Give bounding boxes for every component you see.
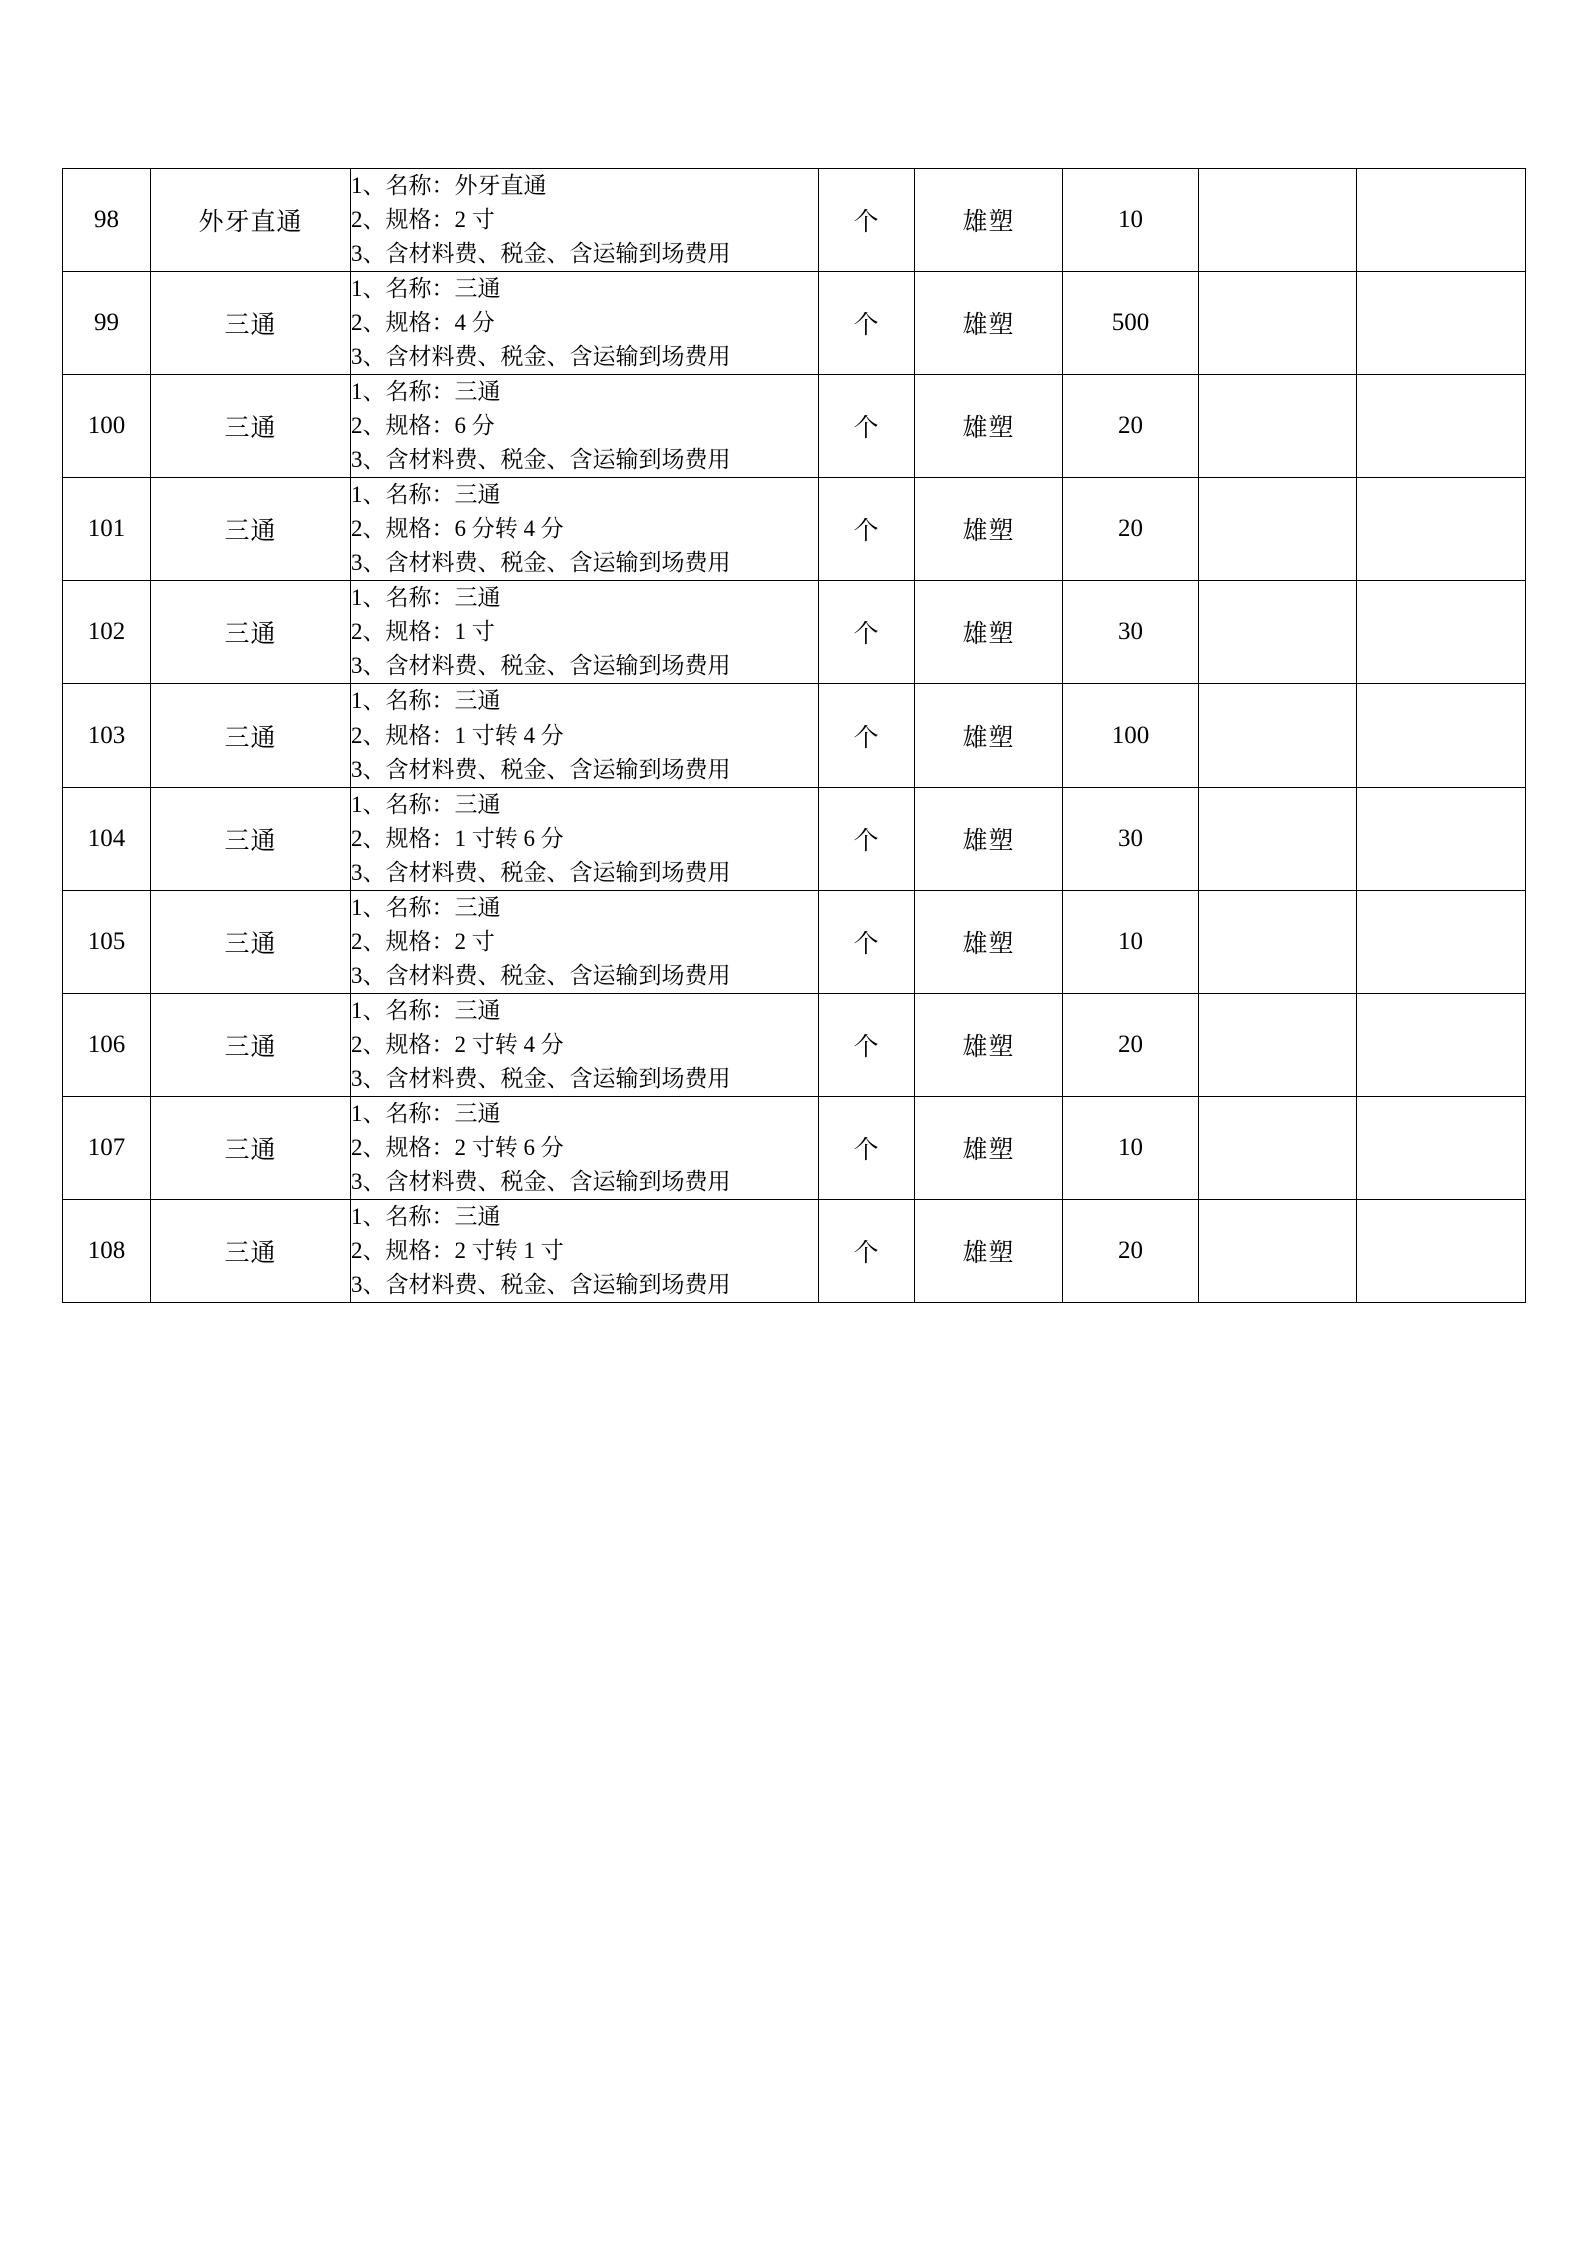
- cell-unit-price[interactable]: [1199, 787, 1357, 890]
- cell-brand: 雄塑: [915, 272, 1063, 375]
- cell-item-name: 三通: [151, 1199, 351, 1302]
- cell-unit: 个: [819, 478, 915, 581]
- cell-item-number: 102: [63, 581, 151, 684]
- description-line: 3、含材料费、税金、含运输到场费用: [351, 756, 731, 782]
- cell-item-description: [351, 1199, 819, 1302]
- description-line: 2、规格：4 分: [351, 310, 495, 336]
- cell-item-description: [351, 787, 819, 890]
- cell-unit-price[interactable]: [1199, 581, 1357, 684]
- cell-item-name: 三通: [151, 890, 351, 993]
- description-line: 3、含材料费、税金、含运输到场费用: [351, 1272, 731, 1297]
- cell-unit: 个: [819, 684, 915, 787]
- cell-item-name: 三通: [151, 375, 351, 478]
- cell-item-description: [351, 478, 819, 581]
- cell-unit-price[interactable]: [1199, 993, 1357, 1096]
- cell-item-number: 104: [63, 787, 151, 890]
- description-line: 2、规格：6 分: [351, 413, 495, 439]
- cell-brand: 雄塑: [915, 375, 1063, 478]
- cell-item-number: 100: [63, 375, 151, 478]
- cell-brand: 雄塑: [915, 169, 1063, 272]
- description-line: 2、规格：1 寸转 6 分: [351, 825, 564, 851]
- description-line: 2、规格：2 寸: [351, 928, 495, 954]
- description-line: 1、名称：三通: [351, 1100, 501, 1126]
- description-line: 1、名称：三通: [351, 791, 501, 817]
- cell-unit-price[interactable]: [1199, 169, 1357, 272]
- table-row: [63, 787, 1526, 890]
- cell-brand: 雄塑: [915, 1199, 1063, 1302]
- cell-item-name: 三通: [151, 993, 351, 1096]
- cell-unit-price[interactable]: [1199, 1096, 1357, 1199]
- cell-unit: 个: [819, 787, 915, 890]
- cell-item-name: 三通: [151, 684, 351, 787]
- cell-item-description: [351, 581, 819, 684]
- cell-unit: 个: [819, 993, 915, 1096]
- description-line: 2、规格：2 寸转 6 分: [351, 1134, 564, 1160]
- table-row: [63, 684, 1526, 787]
- cell-item-number: 105: [63, 890, 151, 993]
- cell-total-price[interactable]: [1357, 684, 1526, 787]
- description-line: 1、名称：三通: [351, 379, 501, 405]
- cell-item-number: 98: [63, 169, 151, 272]
- cell-unit-price[interactable]: [1199, 272, 1357, 375]
- description-line: 3、含材料费、税金、含运输到场费用: [351, 1168, 731, 1194]
- table-row: [63, 890, 1526, 993]
- cell-unit: 个: [819, 272, 915, 375]
- description-line: 3、含材料费、税金、含运输到场费用: [351, 859, 731, 885]
- cell-item-name: 三通: [151, 787, 351, 890]
- cell-brand: 雄塑: [915, 581, 1063, 684]
- description-line: 3、含材料费、税金、含运输到场费用: [351, 241, 731, 267]
- cell-quantity: 20: [1063, 478, 1199, 581]
- description-line: 1、名称：三通: [351, 997, 501, 1023]
- cell-quantity: 20: [1063, 993, 1199, 1096]
- cell-total-price[interactable]: [1357, 272, 1526, 375]
- cell-brand: 雄塑: [915, 684, 1063, 787]
- cell-item-name: 外牙直通: [151, 169, 351, 272]
- table-row: [63, 1199, 1526, 1302]
- cell-quantity: 500: [1063, 272, 1199, 375]
- description-line: 3、含材料费、税金、含运输到场费用: [351, 1065, 731, 1091]
- cell-total-price[interactable]: [1357, 1096, 1526, 1199]
- description-line: 2、规格：2 寸转 1 寸: [351, 1237, 564, 1263]
- cell-total-price[interactable]: [1357, 478, 1526, 581]
- cell-item-description: [351, 684, 819, 787]
- cell-unit: 个: [819, 1096, 915, 1199]
- description-line: 1、名称：三通: [351, 482, 501, 508]
- cell-unit: 个: [819, 890, 915, 993]
- cell-total-price[interactable]: [1357, 993, 1526, 1096]
- specification-table: [62, 168, 1526, 1303]
- table-row: [63, 478, 1526, 581]
- description-line: 1、名称：三通: [351, 894, 501, 920]
- cell-item-name: 三通: [151, 478, 351, 581]
- cell-total-price[interactable]: [1357, 890, 1526, 993]
- cell-quantity: 20: [1063, 1199, 1199, 1302]
- cell-item-number: 101: [63, 478, 151, 581]
- cell-item-description: [351, 993, 819, 1096]
- table-row: [63, 375, 1526, 478]
- cell-total-price[interactable]: [1357, 375, 1526, 478]
- cell-quantity: 10: [1063, 1096, 1199, 1199]
- description-line: 1、名称：三通: [351, 585, 501, 611]
- cell-brand: 雄塑: [915, 993, 1063, 1096]
- cell-item-description: [351, 1096, 819, 1199]
- description-line: 1、名称：三通: [351, 1203, 501, 1229]
- table-row: [63, 169, 1526, 272]
- description-line: 2、规格：6 分转 4 分: [351, 516, 564, 542]
- cell-quantity: 30: [1063, 787, 1199, 890]
- cell-quantity: 20: [1063, 375, 1199, 478]
- description-line: 3、含材料费、税金、含运输到场费用: [351, 550, 731, 576]
- cell-quantity: 100: [1063, 684, 1199, 787]
- cell-unit-price[interactable]: [1199, 890, 1357, 993]
- description-line: 3、含材料费、税金、含运输到场费用: [351, 653, 731, 679]
- cell-unit: 个: [819, 1199, 915, 1302]
- description-line: 3、含材料费、税金、含运输到场费用: [351, 447, 731, 473]
- cell-unit-price[interactable]: [1199, 375, 1357, 478]
- cell-total-price[interactable]: [1357, 787, 1526, 890]
- cell-item-name: 三通: [151, 1096, 351, 1199]
- cell-item-description: [351, 272, 819, 375]
- description-line: 2、规格：1 寸转 4 分: [351, 722, 564, 748]
- cell-item-description: [351, 890, 819, 993]
- cell-total-price[interactable]: [1357, 169, 1526, 272]
- cell-item-number: 107: [63, 1096, 151, 1199]
- cell-quantity: 10: [1063, 169, 1199, 272]
- description-line: 1、名称：三通: [351, 688, 501, 714]
- table-row: [63, 993, 1526, 1096]
- cell-brand: 雄塑: [915, 787, 1063, 890]
- description-line: 2、规格：2 寸: [351, 207, 495, 233]
- cell-item-name: 三通: [151, 272, 351, 375]
- cell-item-description: [351, 375, 819, 478]
- cell-unit-price[interactable]: [1199, 478, 1357, 581]
- cell-item-number: 108: [63, 1199, 151, 1302]
- cell-total-price[interactable]: [1357, 581, 1526, 684]
- cell-item-name: 三通: [151, 581, 351, 684]
- cell-quantity: 30: [1063, 581, 1199, 684]
- cell-item-number: 99: [63, 272, 151, 375]
- cell-brand: 雄塑: [915, 890, 1063, 993]
- cell-quantity: 10: [1063, 890, 1199, 993]
- cell-item-description: [351, 169, 819, 272]
- description-line: 1、名称：三通: [351, 276, 501, 302]
- cell-brand: 雄塑: [915, 478, 1063, 581]
- table-row: [63, 272, 1526, 375]
- cell-brand: 雄塑: [915, 1096, 1063, 1199]
- cell-total-price[interactable]: [1357, 1199, 1526, 1302]
- cell-unit-price[interactable]: [1199, 684, 1357, 787]
- cell-unit-price[interactable]: [1199, 1199, 1357, 1302]
- cell-unit: 个: [819, 375, 915, 478]
- cell-item-number: 106: [63, 993, 151, 1096]
- description-line: 2、规格：2 寸转 4 分: [351, 1031, 564, 1057]
- table-row: [63, 1096, 1526, 1199]
- description-line: 1、名称：外牙直通: [351, 173, 547, 198]
- table-row: [63, 581, 1526, 684]
- cell-unit: 个: [819, 581, 915, 684]
- description-line: 2、规格：1 寸: [351, 619, 495, 645]
- cell-unit: 个: [819, 169, 915, 272]
- cell-item-number: 103: [63, 684, 151, 787]
- description-line: 3、含材料费、税金、含运输到场费用: [351, 962, 731, 988]
- description-line: 3、含材料费、税金、含运输到场费用: [351, 344, 731, 370]
